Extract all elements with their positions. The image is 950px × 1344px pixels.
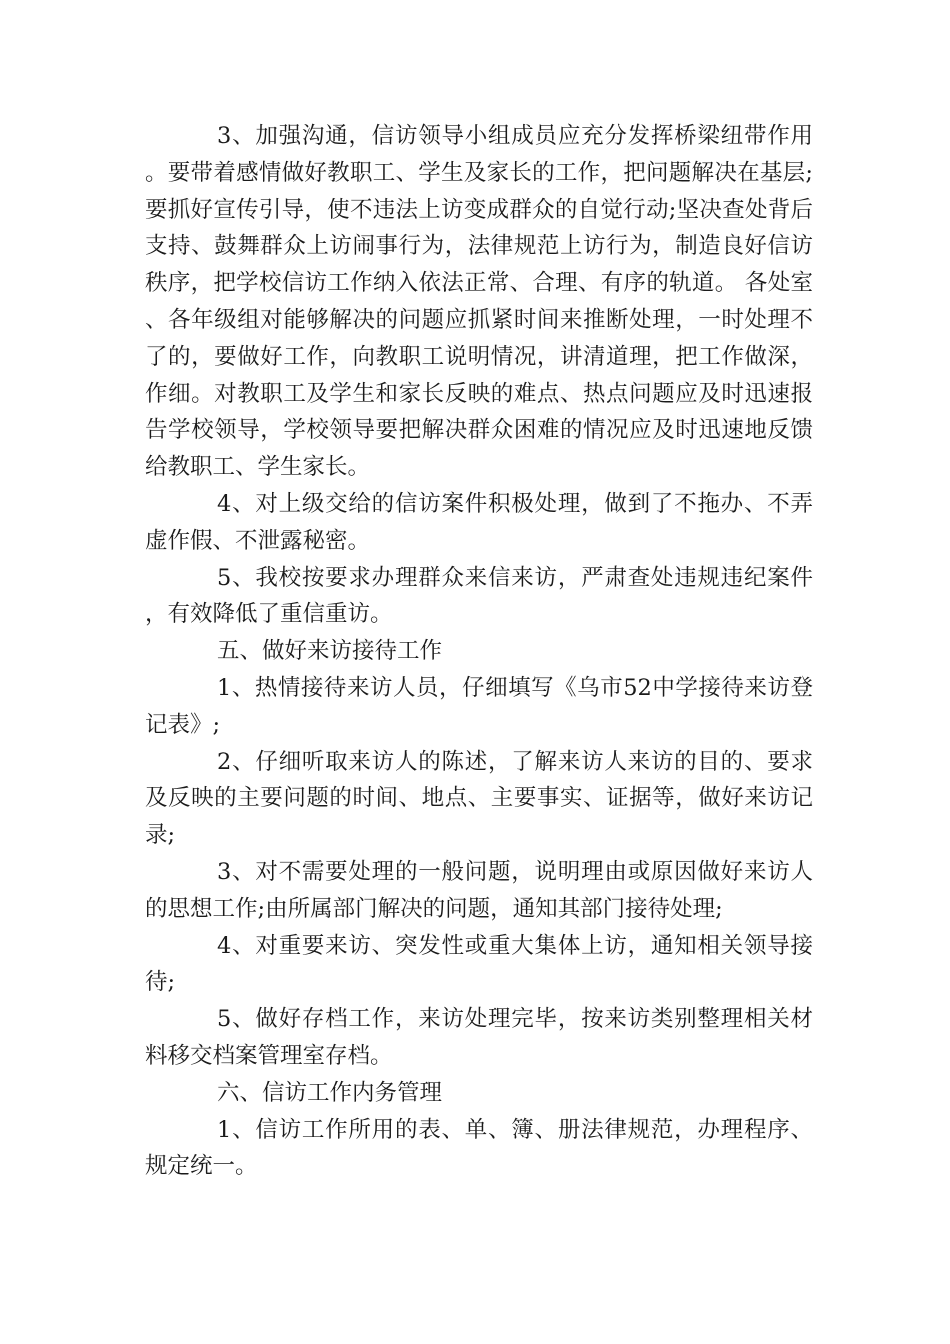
paragraph: 3、对不需要处理的一般问题，说明理由或原因做好来访人的思想工作;由所属部门解决的问题，通知其部门接待处理;	[145, 858, 813, 922]
paragraph: 3、加强沟通，信访领导小组成员应充分发挥桥梁纽带作用。要带着感情做好教职工、学生及家长的工作，把问题解决在基层;要抓好宣传引导，使不违法上访变成群众的自觉行动;坚决查处背后支持、鼓舞群众上访闹事行为，法律规范上访行为，制造良好信访秩序，把学校信访工作纳入依法正常、合理、有序的轨道。 各处室、各年级组对能够解决的问题应抓紧时间来推断处理，一时处理不了的，要做好工作，向教职工说明情况，讲清道理，把工作做深，作细。对教职工及学生和家长反映的难点、热点问题应及时迅速报告学校领导，学校领导要把解决群众困难的情况应及时迅速地反馈给教职工、学生家长。	[145, 123, 813, 481]
document-body	[145, 118, 813, 1185]
paragraph: 5、做好存档工作，来访处理完毕，按来访类别整理相关材料移交档案管理室存档。	[145, 1006, 813, 1069]
paragraph: 4、对重要来访、突发性或重大集体上访，通知相关领导接待;	[145, 932, 813, 996]
section-heading: 五、做好来访接待工作	[217, 638, 443, 665]
paragraph: 1、热情接待来访人员，仔细填写《乌市52中学接待来访登记表》;	[145, 674, 813, 738]
paragraph: 4、对上级交给的信访案件积极处理，做到了不拖办、不弄虚作假、不泄露秘密。	[145, 490, 813, 554]
section-heading: 六、信访工作内务管理	[217, 1079, 443, 1106]
paragraph: 5、我校按要求办理群众来信来访，严肃查处违规违纪案件，有效降低了重信重访。	[145, 564, 813, 628]
paragraph: 1、信访工作所用的表、单、簿、册法律规范，办理程序、规定统一。	[145, 1116, 813, 1180]
paragraph: 2、仔细听取来访人的陈述，了解来访人来访的目的、要求及反映的主要问题的时间、地点、主要事实、证据等，做好来访记录;	[145, 748, 813, 849]
